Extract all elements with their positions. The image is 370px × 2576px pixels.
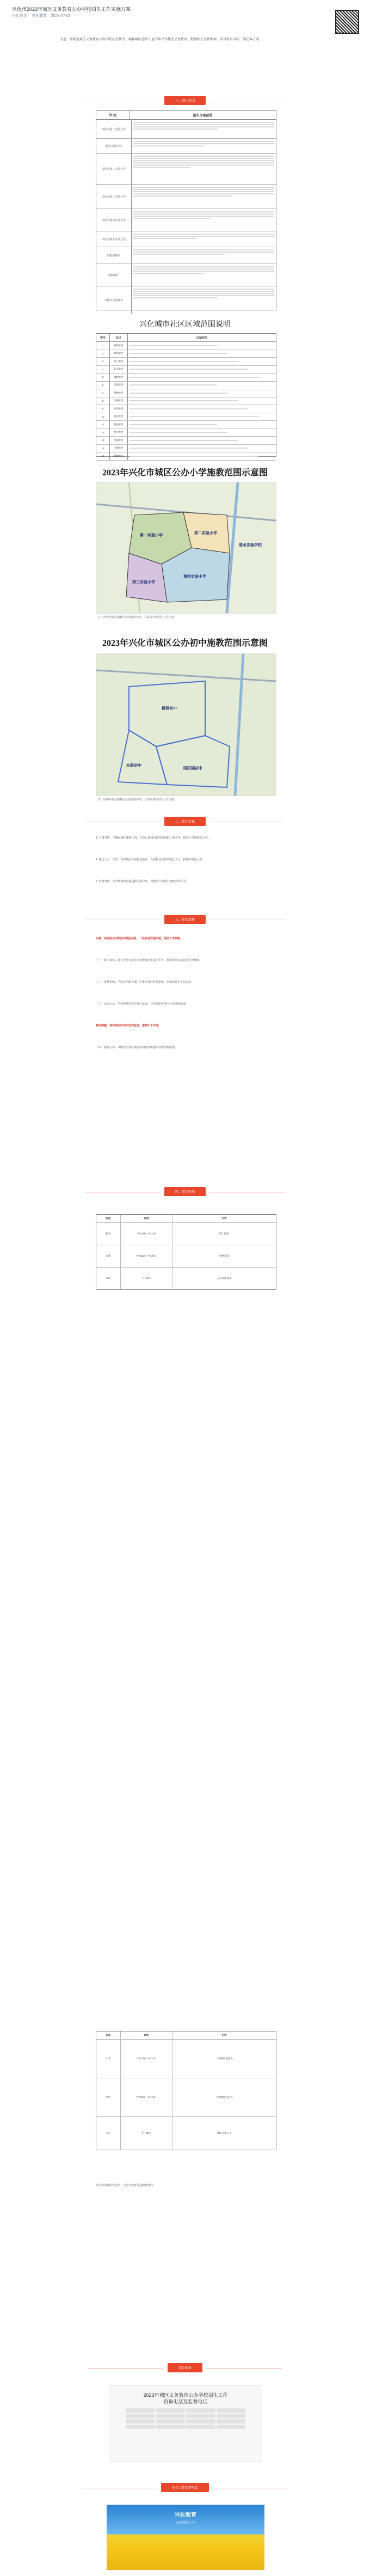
community-scope	[128, 350, 276, 358]
table-row	[96, 382, 276, 390]
section-banner-schedule: 四、招生时间	[164, 1187, 206, 1196]
table-header	[96, 1215, 276, 1223]
school-name: 兴化市第三实验小学	[96, 185, 132, 209]
highlight-paragraph: 注意：所有报名均须如实填报信息，一经发现弄虚作假，取消入学资格。	[96, 937, 183, 940]
middle-school-map	[96, 653, 276, 796]
community-name: 海南社区	[110, 421, 128, 429]
school-name: 兴化市实验初中	[96, 286, 132, 314]
zone-label: 第三实验小学	[132, 580, 155, 584]
table-row	[96, 445, 276, 453]
community-name: 牌楼社区	[110, 374, 128, 381]
row-number: 10	[96, 413, 110, 421]
zone-label: 楚水实验学校	[239, 543, 262, 547]
account-link[interactable]: 兴化教育	[31, 14, 47, 18]
map-graphic	[96, 482, 276, 613]
community-name: 英武社区	[110, 342, 128, 350]
header-school: 学 校	[96, 111, 130, 119]
school-zone-table	[96, 110, 276, 310]
row-number: 12	[96, 429, 110, 437]
table-row	[96, 350, 276, 358]
community-scope	[128, 358, 276, 365]
community-name: 沧浪社区	[110, 437, 128, 444]
table-row: 审核 7月16日—7月20日 资格审核	[96, 1245, 276, 1268]
row-number: 13	[96, 437, 110, 444]
notice-title: 2023年城区义务教育公办学校招生工作	[143, 2393, 228, 2398]
table-row	[96, 209, 276, 231]
row-number: 8	[96, 397, 110, 405]
map2-title: 2023年兴化市城区公办初中施教范围示意图	[102, 639, 268, 648]
schedule-table-2	[96, 2031, 276, 2150]
table-row: 公示 7月28日 录取名单公示	[96, 2117, 276, 2150]
paragraph: （二）资格审核：学校会同相关部门对报名材料进行审核，审核结果在平台公布。	[96, 981, 194, 984]
table-header	[96, 2032, 276, 2040]
qr-code-image	[335, 10, 359, 34]
header-scope: 招生区域范围	[193, 114, 213, 118]
header-name: 社区	[110, 334, 128, 341]
community-scope	[128, 429, 276, 437]
community-name: 长安社区	[110, 366, 128, 374]
article-meta	[12, 13, 74, 19]
table-row	[96, 264, 276, 286]
table-row	[96, 429, 276, 437]
community-scope	[128, 342, 276, 350]
community-scope	[128, 413, 276, 421]
header-cell: 内容	[221, 2034, 227, 2036]
article-title: 兴化市2023年城区义务教育公办学校招生工作实施方案	[12, 7, 131, 12]
zone-label: 实验初中	[126, 764, 141, 768]
community-name: 五里社区	[110, 405, 128, 413]
intro-paragraph: 为进一步规范城区义务教育公办学校招生秩序，确保城区适龄儿童少年平等接受义务教育，根据相关文件精神，结合我市实际，制定本方案。	[60, 38, 263, 41]
paragraph: 招生咨询及监督电话：兴化市教育局基础教育科。	[96, 2184, 156, 2187]
table-row: 初中 7月13日—7月15日 七年级新生报名	[96, 2078, 276, 2117]
publish-date: 2023-07-03	[51, 14, 71, 18]
row-number: 3	[96, 358, 110, 365]
paragraph: 3. 其他对象：符合政策的其他适龄儿童少年，由教育行政部门统筹安排入学。	[96, 880, 189, 883]
community-name: 丰收社区	[110, 445, 128, 452]
community-name: 星火社区	[110, 429, 128, 437]
community-name: 南郊社区	[110, 382, 128, 389]
banner-caption: 兴化教育	[175, 2512, 196, 2518]
section-banner-hotline: 招生工作监督电话	[161, 2483, 209, 2492]
table-row	[96, 421, 276, 429]
table-row: 录取 7月25日 公布录取结果	[96, 1268, 276, 1289]
notice-image	[109, 2385, 262, 2462]
table-row	[96, 405, 276, 413]
row-number: 7	[96, 389, 110, 397]
community-name: 文林社区	[110, 397, 128, 405]
table-row	[96, 154, 276, 185]
table-row	[96, 413, 276, 421]
banner-subcaption: 点亮教育之光	[175, 2522, 195, 2525]
highlight-paragraph: 特别提醒：请在规定时间内完成报名，逾期不予受理。	[96, 1024, 162, 1027]
footer-banner-image	[107, 2505, 264, 2570]
zone-label: 第一实验小学	[140, 534, 163, 537]
notice-table-graphic	[126, 2408, 245, 2429]
header-cell: 阶段	[96, 2032, 121, 2039]
community-scope	[128, 405, 276, 413]
school-name: 兴化市第一实验小学	[96, 120, 132, 138]
community-scope	[128, 437, 276, 444]
community-name: 昭阳社区	[110, 350, 128, 358]
zone-label: 第四实验小学	[183, 575, 206, 579]
table-row	[96, 185, 276, 209]
table-row	[96, 120, 276, 139]
map1-title: 2023年兴化市城区公办小学施教范围示意图	[102, 468, 268, 478]
row-number: 9	[96, 405, 110, 413]
table-header	[96, 111, 276, 120]
school-name: 板桥初中	[96, 264, 132, 286]
table-row	[96, 389, 276, 397]
schedule-table-1	[96, 1214, 276, 1290]
table-row	[96, 437, 276, 445]
row-number: 2	[96, 350, 110, 358]
row-number: 5	[96, 374, 110, 381]
section-banner-process: 三、报名流程	[164, 915, 206, 924]
row-number: 4	[96, 366, 110, 374]
community-scope	[128, 389, 276, 397]
zone-label: 板桥初中	[162, 707, 177, 711]
school-name: 兴化市第二实验小学	[96, 154, 132, 184]
community-scope	[128, 374, 276, 381]
school-name: 昭阳湖初中	[96, 247, 132, 264]
community-scope	[128, 397, 276, 405]
table-row	[96, 358, 276, 366]
school-name: 兴化市第四实验小学	[96, 209, 132, 231]
paragraph: （一）网上报名：家长登录兴化市义务教育招生报名平台，按要求填写信息并上传材料。	[96, 959, 202, 962]
section-banner-brochure: 招生简章	[168, 2363, 202, 2372]
table-row	[96, 366, 276, 374]
header-cell: 阶段	[96, 1215, 121, 1222]
community-name: 拱极社区	[110, 389, 128, 397]
source-label: 兴化教育	[12, 14, 27, 18]
table-row	[96, 374, 276, 382]
header-cell: 时间	[121, 1215, 172, 1222]
community-scope	[128, 452, 276, 460]
table-row	[96, 286, 276, 314]
header-no: 序号	[96, 334, 110, 341]
row-number: 15	[96, 452, 110, 460]
community-scope	[128, 421, 276, 429]
community-name: 长征社区	[110, 413, 128, 421]
map1-note: 注：图中所标注施教区范围仅供参考，具体以各校招生公告为准。	[98, 616, 177, 619]
community-name: 鼓楼社区	[110, 452, 128, 460]
table-row	[96, 452, 276, 461]
paragraph: （四）报到入学：录取学生须在规定时间持录取通知书到学校报到。	[96, 1046, 178, 1049]
row-number: 14	[96, 445, 110, 452]
community-table	[96, 333, 276, 457]
community-scope	[128, 382, 276, 389]
paragraph: 2. 随迁子女：父母一方在城区合法稳定就业、合法稳定居住的随迁子女，按相关规定入学。	[96, 858, 205, 861]
section-banner-targets: 二、招生对象	[164, 817, 206, 826]
notice-subtitle: 咨询电话及监督电话	[163, 2399, 208, 2404]
map2-note: 注：图中所标注施教区范围仅供参考，具体以各校招生公告为准。	[98, 798, 177, 801]
community-scope	[128, 445, 276, 452]
school-name: 楚水实验学校	[96, 139, 132, 153]
row-number: 11	[96, 421, 110, 429]
paragraph: （三）录取公示：学校按规定程序进行录取，并在规定时间内公布录取结果。	[96, 1002, 189, 1006]
zone-label: 第二实验小学	[194, 531, 217, 535]
community-scope	[128, 366, 276, 374]
table-header	[96, 334, 276, 342]
primary-school-map	[96, 482, 276, 614]
table-row: 报名 7月10日—7月15日 网上报名	[96, 1223, 276, 1245]
table-row	[96, 247, 276, 264]
header-scope: 区域范围	[196, 336, 207, 340]
map-graphic	[96, 654, 276, 796]
section-banner-zoning: 一、划片范围	[164, 96, 206, 105]
zone-label: 昭阳湖初中	[183, 767, 202, 770]
table-row	[96, 139, 276, 154]
header-cell: 时间	[121, 2032, 172, 2039]
row-number: 1	[96, 342, 110, 350]
table-row: 小学 7月10日—7月12日 一年级新生报名	[96, 2040, 276, 2078]
school-name: 兴化市第五实验小学	[96, 231, 132, 247]
header-cell: 内容	[221, 1217, 227, 1220]
row-number: 6	[96, 382, 110, 389]
table-row	[96, 342, 276, 350]
paragraph: 1. 户籍对象：户籍在城区施教区内，且有合法固定住所的适龄儿童少年，按划片范围就近入学。	[96, 836, 211, 840]
table-row	[96, 397, 276, 406]
table-row	[96, 231, 276, 247]
community-name: 北门社区	[110, 358, 128, 365]
community-table-title: 兴化城市社区区域范围说明	[139, 321, 231, 329]
